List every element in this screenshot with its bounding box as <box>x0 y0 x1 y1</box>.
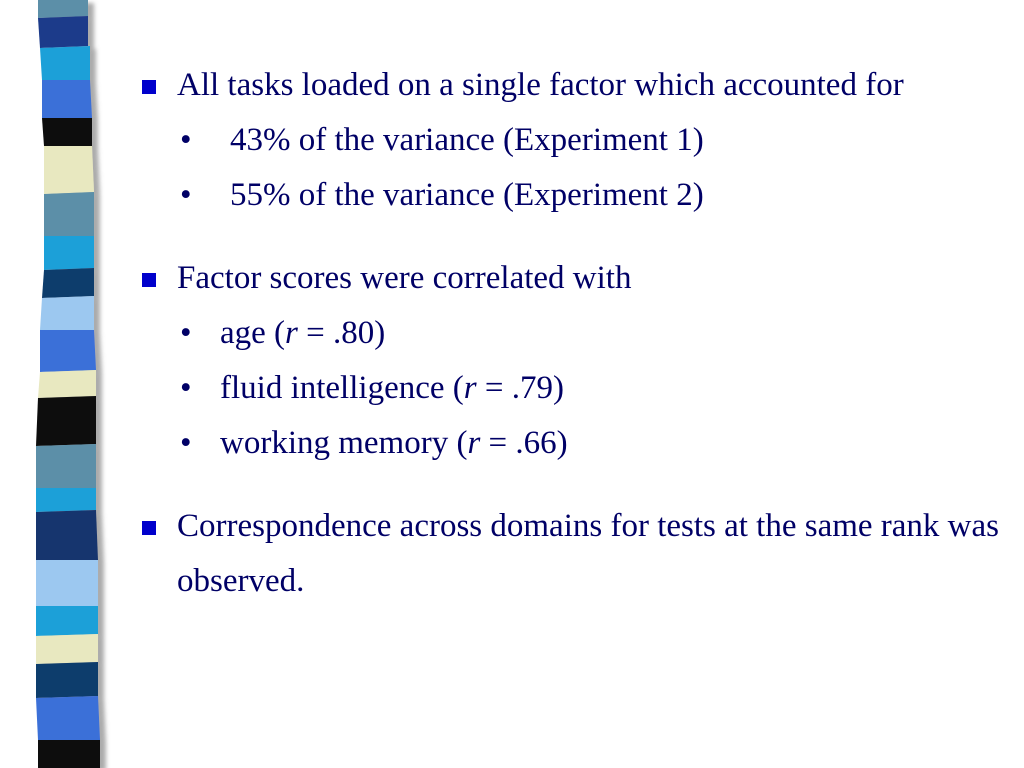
r-symbol: r <box>285 315 298 351</box>
bullet-item <box>140 58 1000 113</box>
dot-bullet-icon: • <box>180 122 192 158</box>
bullet-item <box>140 251 1000 306</box>
r-symbol: r <box>463 370 477 406</box>
decorative-stripe <box>0 0 120 768</box>
square-bullet-icon <box>142 80 156 94</box>
r-symbol: r <box>467 425 481 461</box>
dot-bullet-icon: • <box>180 370 192 406</box>
sub-bullet-text-pre: age ( <box>220 315 286 351</box>
slide-content <box>140 58 1000 637</box>
bullet-block-2 <box>140 251 1000 471</box>
bullet-item <box>140 499 1000 609</box>
bullet-block-1 <box>140 58 1000 223</box>
square-bullet-icon <box>142 521 156 535</box>
bullet-block-3 <box>140 499 1000 609</box>
sub-bullet-text-pre: fluid intelligence ( <box>220 370 464 406</box>
sub-bullet-item <box>140 416 1000 471</box>
bullet-text: Correspondence across domains for tests at the same rank was observed. <box>177 508 1000 599</box>
bullet-text: All tasks loaded on a single factor which accounted for <box>177 67 904 103</box>
sub-bullet-text-post: = .66) <box>480 425 568 461</box>
dot-bullet-icon: • <box>180 177 192 213</box>
bullet-text: Factor scores were correlated with <box>177 260 632 296</box>
dot-bullet-icon: • <box>180 425 192 461</box>
square-bullet-icon <box>142 273 156 287</box>
sub-bullet-text-post: = .80) <box>297 315 386 351</box>
sub-bullet-text: 55% of the variance (Experiment 2) <box>230 177 704 213</box>
dot-bullet-icon: • <box>180 315 192 351</box>
sub-bullet-item <box>140 168 1000 223</box>
sub-bullet-item <box>140 306 1000 361</box>
sub-bullet-text-post: = .79) <box>476 370 564 406</box>
sub-bullet-item <box>140 113 1000 168</box>
sub-bullet-text-pre: working memory ( <box>220 425 468 461</box>
sub-bullet-item <box>140 361 1000 416</box>
sub-bullet-text: 43% of the variance (Experiment 1) <box>230 122 704 158</box>
